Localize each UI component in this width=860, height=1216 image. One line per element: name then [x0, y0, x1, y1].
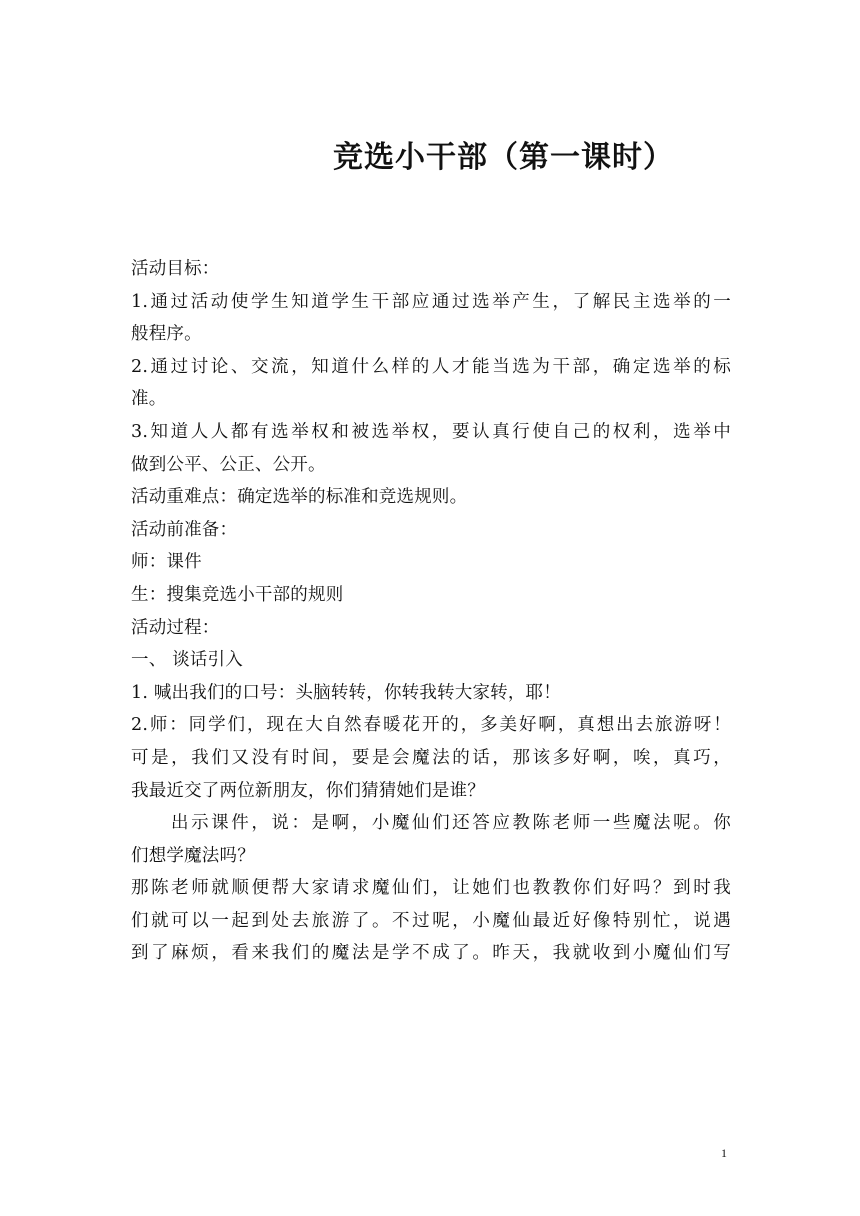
- page-number: 1: [721, 1146, 727, 1160]
- paragraph-line: 我最近交了两位新朋友，你们猜猜她们是谁？: [131, 780, 485, 801]
- section-heading: 活动前准备：: [131, 519, 238, 540]
- section-heading: 活动目标：: [131, 259, 220, 279]
- paragraph-line: 到了麻烦，看来我们的魔法是学不成了。昨天，我就收到小魔仙们写: [131, 943, 731, 964]
- document-body: [131, 253, 731, 970]
- paragraph-line: 1.通过活动使学生知道学生干部应通过选举产生，了解民主选举的一: [131, 291, 731, 312]
- paragraph-line: 生：搜集竞选小干部的规则: [131, 584, 344, 605]
- paragraph-line: 们想学魔法吗？: [131, 845, 255, 866]
- paragraph-line: 2.通过讨论、交流，知道什么样的人才能当选为干部，确定选举的标: [131, 356, 731, 377]
- paragraph-line: 活动重难点：确定选举的标准和竞选规则。: [131, 487, 468, 508]
- section-heading: 活动过程：: [131, 617, 220, 638]
- paragraph-line: 出示课件，说：是啊，小魔仙们还答应教陈老师一些魔法呢。你: [171, 813, 731, 834]
- paragraph-line: 做到公平、公正、公开。: [131, 454, 326, 475]
- section-subheading: 一、 谈话引入: [131, 650, 243, 671]
- paragraph-line: 2.师：同学们，现在大自然春暖花开的，多美好啊，真想出去旅游呀！: [131, 715, 731, 736]
- paragraph-line: 师：课件: [131, 552, 202, 573]
- paragraph-line: 那陈老师就顺便帮大家请求魔仙们，让她们也教教你们好吗？到时我: [131, 878, 731, 899]
- paragraph-line: 们就可以一起到处去旅游了。不过呢，小魔仙最近好像特别忙，说遇: [131, 910, 731, 931]
- paragraph-line: 3.知道人人都有选举权和被选举权，要认真行使自己的权利，选举中: [131, 421, 731, 442]
- paragraph-line: 1. 喊出我们的口号：头脑转转，你转我转大家转，耶！: [131, 682, 561, 703]
- paragraph-line: 可是，我们又没有时间，要是会魔法的话，那该多好啊，唉，真巧，: [131, 747, 731, 768]
- document-title: 竞选小干部（第一课时）: [333, 140, 674, 175]
- paragraph-line: 般程序。: [131, 324, 202, 345]
- paragraph-line: 准。: [131, 389, 167, 410]
